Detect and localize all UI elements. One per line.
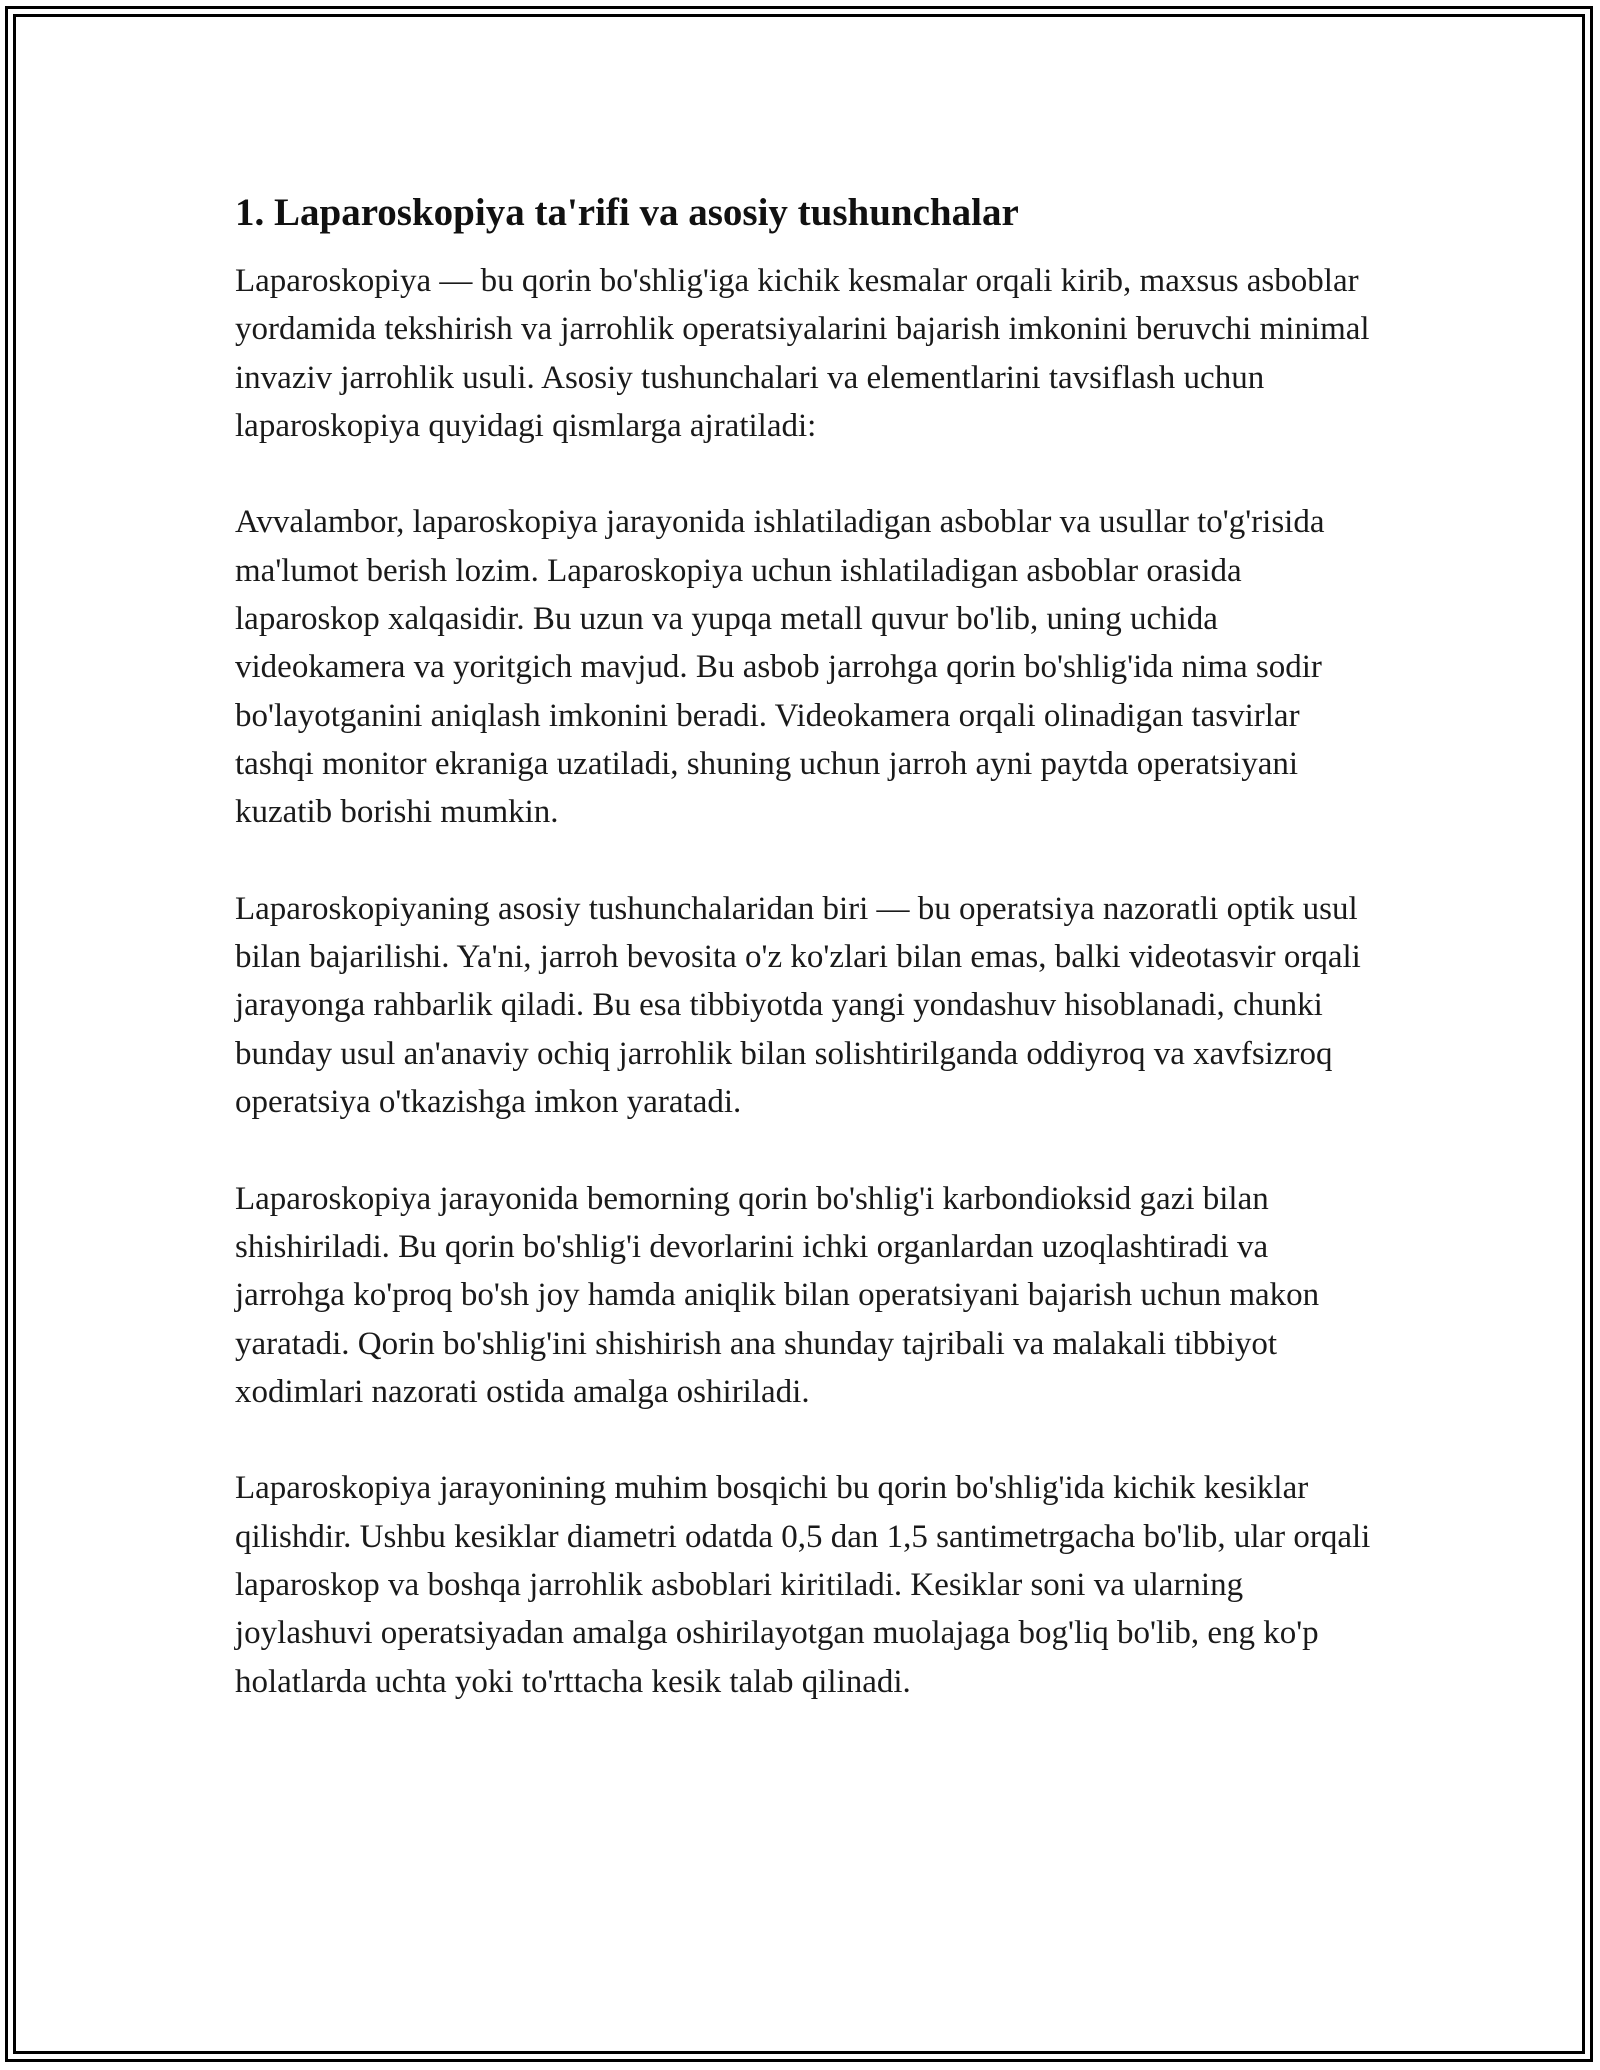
paragraph-optical-control: Laparoskopiyaning asosiy tushunchalaridan biri — bu operatsiya nazoratli optik usul bilan bajarilishi. Ya'ni, jarroh bevosita o'z ko'zlari bilan emas, balki videotasvir orqali jarayonga rahbarlik qiladi. Bu esa tibbiyotda yangi yondashuv hisoblanadi, chunki bunday usul an'anaviy ochiq jarrohlik bilan solishtirilganda oddiyroq va xavfsizroq operatsiya o'tkazishga imkon yaratadi.: [235, 890, 1361, 1121]
paragraph-insufflation: Laparoskopiya jarayonida bemorning qorin bo'shlig'i karbondioksid gazi bilan shishiriladi. Bu qorin bo'shlig'i devorlarini ichki organlardan uzoqlashtiradi va jarrohga ko'proq bo'sh joy hamda aniqlik bilan operatsiyani bajarish uchun makon yaratadi. Qorin bo'shlig'ini shishirish ana shunday tajribali va malakali tibbiyot xodimlari nazorati ostida amalga oshiriladi.: [235, 1180, 1320, 1410]
paragraph-incisions: Laparoskopiya jarayonining muhim bosqichi bu qorin bo'shlig'ida kichik kesiklar qilishdir. Ushbu kesiklar diametri odatda 0,5 dan 1,5 santimetrgacha bo'lib, ular orqali laparoskop va boshqa jarrohlik asboblari kiritiladi. Kesiklar soni va ularning joylashuvi operatsiyadan amalga oshirilayotgan muolajaga bog'liq bo'lib, eng ko'p holatlarda uchta yoki to'rttacha kesik talab qilinadi.: [235, 1470, 1371, 1700]
section-heading: 1. Laparoskopiya ta'rifi va asosiy tushunchalar: [235, 191, 1019, 234]
paragraph-definition: Laparoskopiya — bu qorin bo'shlig'iga kichik kesmalar orqali kirib, maxsus asboblar yordamida tekshirish va jarrohlik operatsiyalarini bajarish imkonini beruvchi minimal invaziv jarrohlik usuli. Asosiy tushunchalari va elementlarini tavsiflash uchun laparoskopiya quyidagi qismlarga ajratiladi:: [235, 263, 1370, 444]
document-body: [235, 186, 1385, 1754]
paragraph-instruments: Avvalambor, laparoskopiya jarayonida ishlatiladigan asboblar va usullar to'g'risida ma'lumot berish lozim. Laparoskopiya uchun ishlatiladigan asboblar orasida laparoskop xalqasidir. Bu uzun va yupqa metall quvur bo'lib, uning uchida videokamera va yoritgich mavjud. Bu asbob jarrohga qorin bo'shlig'ida nima sodir bo'layotganini aniqlash imkonini beradi. Videokamera orqali olinadigan tasvirlar tashqi monitor ekraniga uzatiladi, shuning uchun jarroh ayni paytda operatsiyani kuzatib borishi mumkin.: [235, 504, 1325, 831]
